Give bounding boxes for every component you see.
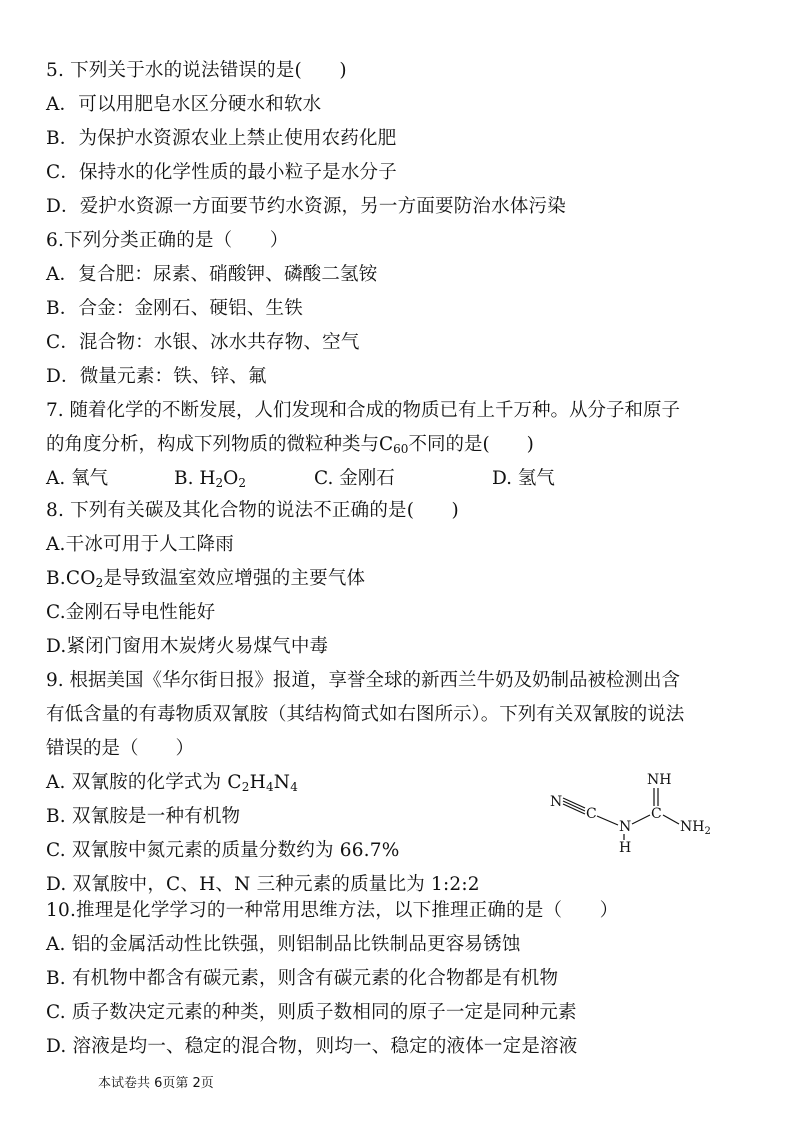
subscript-60: 60 [393, 442, 409, 456]
question-8-option-c: C.金刚石导电性能好 [46, 602, 216, 623]
question-7-stem-text-end: 不同的是( ) [408, 434, 534, 455]
structure-nh2-sub: 2 [704, 826, 711, 837]
question-6-option-c: C．混合物：水银、冰水共存物、空气 [46, 332, 360, 353]
question-8-option-a: A.干冰可用于人工降雨 [46, 534, 234, 555]
question-8-stem: 8. 下列有关碳及其化合物的说法不正确的是( ) [46, 500, 459, 521]
option-b-text-end: 是导致温室效应增强的主要气体 [103, 568, 366, 589]
single-bond-c-nh2 [663, 815, 679, 824]
question-8-option-d: D.紧闭门窗用木炭烤火易煤气中毒 [46, 636, 329, 657]
question-7-stem-line1: 7. 随着化学的不断发展，人们发现和合成的物质已有上千万种。从分子和原子 [46, 400, 681, 421]
question-10-stem: 10.推理是化学学习的一种常用思维方法，以下推理正确的是（ ） [46, 900, 619, 921]
question-6-option-a: A．复合肥：尿素、硝酸钾、磷酸二氢铵 [46, 264, 378, 285]
question-10 [46, 894, 786, 1064]
question-5 [46, 54, 786, 224]
structure-label-nh2 [680, 819, 711, 837]
question-7-option-c: C. 金刚石 [314, 468, 395, 489]
subscript: 2 [95, 576, 104, 590]
question-7-option-b [174, 462, 314, 496]
question-7-options [46, 462, 786, 496]
question-9-stem-line1: 9. 根据美国《华尔街日报》报道，享誉全球的新西兰牛奶及奶制品被检测出含 [46, 670, 681, 691]
subscript: 2 [238, 476, 246, 490]
single-bond-c-n [597, 816, 618, 825]
structure-label-nh: NH [647, 772, 672, 788]
question-9-option-b: B. 双氰胺是一种有机物 [46, 806, 241, 827]
subscript: 4 [290, 780, 299, 794]
structure-label-c-left: C [586, 806, 597, 822]
option-b-text-o: O [223, 468, 239, 489]
structure-label-h: H [619, 840, 632, 856]
question-5-option-a: A．可以用肥皂水区分硬水和软水 [46, 94, 322, 115]
question-7 [46, 394, 786, 496]
element-n: N [273, 772, 291, 793]
question-6-option-b: B．合金：金刚石、硬铝、生铁 [46, 298, 303, 319]
question-5-option-c: C．保持水的化学性质的最小粒子是水分子 [46, 162, 397, 183]
subscript: 2 [215, 476, 224, 490]
question-8-option-b [46, 562, 786, 596]
question-7-option-d: D. 氢气 [492, 468, 555, 489]
question-7-option-a: A. 氧气 [46, 468, 109, 489]
option-a-text: A. 双氰胺的化学式为 C [46, 772, 242, 793]
option-b-text: B.CO [46, 568, 96, 589]
subscript: 4 [265, 780, 274, 794]
page-footer: 本试卷共 6页第 2页 [98, 1076, 214, 1091]
dicyandiamide-structure-diagram [550, 768, 720, 858]
structure-nh2-text: NH [680, 819, 705, 835]
structure-label-n-left: N [550, 794, 563, 810]
question-7-stem-line2 [46, 428, 786, 462]
question-10-option-d: D. 溶液是均一、稳定的混合物，则均一、稳定的液体一定是溶液 [46, 1036, 578, 1057]
element-h: H [249, 772, 266, 793]
structure-label-n-mid: N [619, 819, 632, 835]
subscript: 2 [241, 780, 250, 794]
question-5-option-d: D．爱护水资源一方面要节约水资源，另一方面要防治水体污染 [46, 196, 566, 217]
option-b-text: B. H [174, 468, 216, 489]
question-10-option-b: B. 有机物中都含有碳元素，则含有碳元素的化合物都是有机物 [46, 968, 559, 989]
single-bond-n-c [632, 815, 650, 824]
question-5-stem: 5. 下列关于水的说法错误的是( ) [46, 60, 347, 81]
question-9-option-c: C. 双氰胺中氮元素的质量分数约为 66.7% [46, 840, 400, 861]
question-9-option-d: D. 双氰胺中，C、H、N 三种元素的质量比为 1:2:2 [46, 874, 480, 895]
question-7-stem-text: 的角度分析，构成下列物质的微粒种类与C [46, 434, 394, 455]
question-9-stem-line3: 错误的是（ ） [46, 738, 195, 759]
question-8 [46, 494, 786, 664]
question-10-option-c: C. 质子数决定元素的种类，则质子数相同的原子一定是同种元素 [46, 1002, 577, 1023]
question-6-stem: 6.下列分类正确的是（ ） [46, 230, 289, 251]
question-6 [46, 224, 786, 394]
question-6-option-d: D．微量元素：铁、锌、氟 [46, 366, 267, 387]
question-10-option-a: A. 铝的金属活动性比铁强，则铝制品比铁制品更容易锈蚀 [46, 934, 521, 955]
structure-label-c-right: C [651, 806, 662, 822]
question-9-stem-line2: 有低含量的有毒物质双氰胺（其结构简式如右图所示）。下列有关双氰胺的说法 [46, 704, 685, 725]
question-5-option-b: B．为保护水资源农业上禁止使用农药化肥 [46, 128, 397, 149]
